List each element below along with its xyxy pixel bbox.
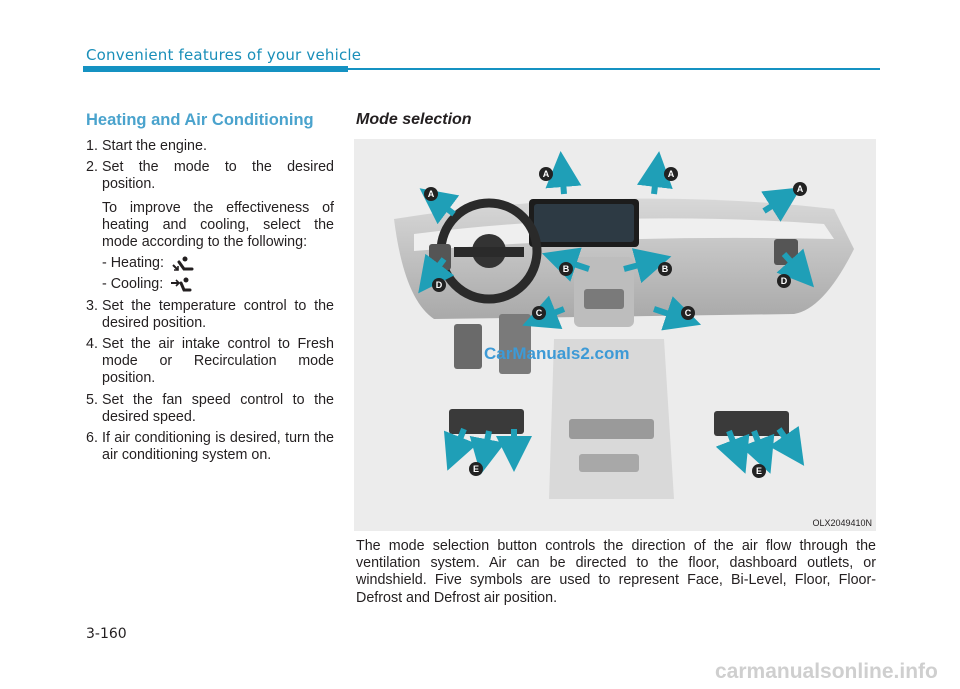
face-mode-icon	[169, 277, 195, 293]
mode-selection-title: Mode selection	[356, 111, 472, 128]
dashboard-illustration	[354, 139, 876, 531]
header-section-title: Convenient features of your vehicle	[86, 46, 362, 64]
svg-text:E: E	[755, 466, 763, 476]
watermark: CarManuals2.com	[484, 344, 630, 363]
svg-text:B: B	[661, 264, 669, 274]
svg-text:A: A	[427, 189, 435, 199]
figure-code: OLX2049410N	[812, 518, 872, 528]
step-2-note: To improve the effectiveness of heating and cooling, select the mode according to the following:	[102, 199, 334, 251]
step-1: 1. Start the engine.	[86, 138, 207, 154]
step-4: 4. Set the air intake control to Fresh mode or Recirculation mode position.	[86, 336, 334, 387]
svg-text:A: A	[542, 169, 550, 179]
svg-text:C: C	[535, 308, 543, 318]
header-rule-thick	[83, 66, 348, 72]
svg-text:C: C	[684, 308, 692, 318]
svg-text:E: E	[472, 464, 480, 474]
pedal	[454, 324, 482, 369]
cooling-line: - Cooling:	[102, 276, 334, 293]
floor-mode-icon	[170, 256, 196, 272]
steps-list	[86, 138, 334, 468]
svg-text:B: B	[562, 264, 570, 274]
header-rule-thin	[348, 68, 880, 70]
page-number: 3-160	[86, 626, 127, 642]
section-title: Heating and Air Conditioning	[86, 111, 314, 129]
svg-text:D: D	[435, 280, 443, 290]
heating-line: - Heating:	[102, 255, 334, 272]
vent-diagram	[354, 139, 876, 531]
mode-description: The mode selection button controls the direction of the air flow through the ventilation system. Air can be directed to the floor, dashboard outlets, or windshield. Five symbols are used to represent Face, Bi-Level, Floor, Floor-Defrost and Defrost air position.	[356, 538, 876, 606]
step-3: 3. Set the temperature control to the desired position.	[86, 297, 334, 331]
svg-text:D: D	[780, 276, 788, 286]
footer-site: carmanualsonline.info	[715, 660, 938, 683]
svg-text:A: A	[796, 184, 804, 194]
step-5: 5. Set the fan speed control to the desired speed.	[86, 391, 334, 425]
step-6: 6. If air conditioning is desired, turn the air conditioning system on.	[86, 430, 334, 464]
svg-text:A: A	[667, 169, 675, 179]
step-2: 2. Set the mode to the desired position. To improve the effectiveness of heating and cooling, select the mode according to the following: - Heating: - Cooling:	[86, 159, 334, 293]
